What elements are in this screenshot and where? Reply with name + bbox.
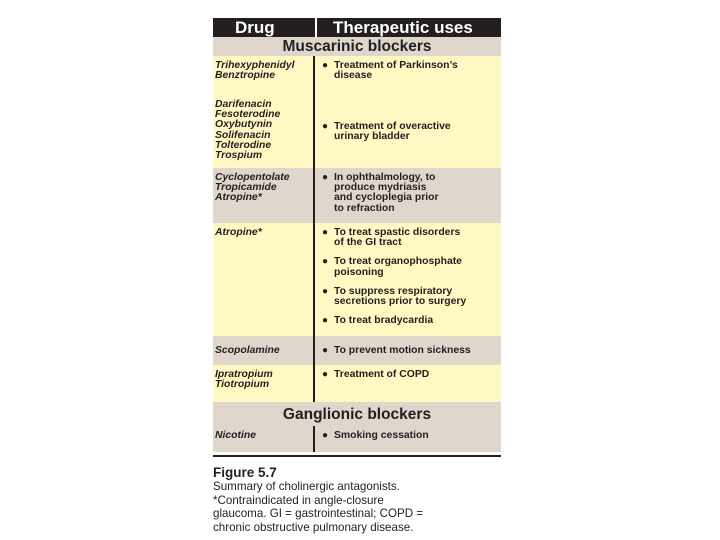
use-text: Smoking cessation bbox=[334, 430, 429, 441]
uses-cell bbox=[315, 223, 501, 336]
use-text: poisoning bbox=[334, 266, 384, 278]
caption-divider bbox=[213, 455, 501, 457]
bullet-icon: ● bbox=[322, 285, 329, 297]
table-row bbox=[213, 56, 501, 95]
use-text: Treatment of COPD bbox=[334, 369, 430, 380]
section-title-ganglionic: Ganglionic blockers bbox=[213, 402, 501, 426]
bullet-icon: ● bbox=[322, 227, 329, 238]
table-row bbox=[213, 168, 501, 223]
uses-cell bbox=[315, 95, 501, 168]
use-text: To treat organophosphate bbox=[334, 256, 462, 268]
drug-cell bbox=[213, 336, 315, 365]
bullet-icon: ● bbox=[322, 430, 329, 441]
drug-name: Oxybutynin bbox=[215, 119, 273, 131]
list-item bbox=[322, 228, 501, 248]
list-item bbox=[322, 287, 501, 307]
use-text: disease bbox=[334, 70, 373, 82]
drug-name: Tropicamide bbox=[215, 182, 277, 194]
bullet-icon: ● bbox=[322, 369, 329, 380]
bullet-icon: ● bbox=[322, 60, 329, 71]
use-text: urinary bladder bbox=[334, 131, 410, 142]
uses-cell bbox=[315, 365, 501, 402]
drug-name: Trihexyphenidyl bbox=[215, 60, 295, 71]
list-item bbox=[322, 431, 501, 441]
use-text: In ophthalmology, to bbox=[334, 172, 436, 183]
list-item bbox=[322, 257, 501, 277]
drug-name: Tolterodine bbox=[215, 139, 272, 151]
drug-cell bbox=[213, 56, 315, 95]
use-text: to refraction bbox=[334, 202, 395, 214]
header-drug: Drug bbox=[235, 18, 275, 37]
drug-name: Darifenacin bbox=[215, 99, 272, 110]
drug-name: Ipratropium bbox=[215, 369, 273, 380]
drug-name: Tiotropium bbox=[215, 379, 270, 391]
drug-name: Atropine* bbox=[215, 192, 262, 204]
drug-name: Fesoterodine bbox=[215, 109, 281, 121]
drug-name: Trospium bbox=[215, 150, 263, 162]
drug-name: Nicotine bbox=[215, 430, 256, 441]
use-text: To treat bradycardia bbox=[334, 315, 434, 327]
uses-cell bbox=[315, 168, 501, 223]
use-text: To treat spastic disorders bbox=[334, 227, 461, 238]
list-item bbox=[322, 173, 501, 214]
use-text: To prevent motion sickness bbox=[334, 344, 471, 356]
drug-cell bbox=[213, 223, 315, 336]
figure-5-7 bbox=[213, 18, 501, 534]
drug-cell bbox=[213, 95, 315, 168]
figure-caption bbox=[213, 465, 501, 534]
drug-name: Scopolamine bbox=[215, 344, 280, 356]
table-row bbox=[213, 223, 501, 336]
list-item bbox=[322, 61, 501, 81]
bullet-icon: ● bbox=[322, 344, 329, 356]
use-text: Treatment of overactive bbox=[334, 120, 451, 132]
use-text: and cycloplegia prior bbox=[334, 192, 439, 204]
caption-body: Summary of cholinergic antagonists. *Contraindicated in angle-closure glaucoma. GI = gastrointestinal; COPD = chronic obstructive pulmonary disease. bbox=[213, 480, 424, 534]
use-text: To suppress respiratory bbox=[334, 285, 453, 297]
use-text: of the GI tract bbox=[334, 237, 402, 249]
table-row bbox=[213, 336, 501, 365]
uses-cell bbox=[315, 336, 501, 365]
drug-cell bbox=[213, 365, 315, 402]
drug-cell bbox=[213, 426, 315, 452]
table-row bbox=[213, 426, 501, 452]
bullet-icon: ● bbox=[322, 120, 329, 132]
table-row bbox=[213, 365, 501, 402]
section-title-muscarinic: Muscarinic blockers bbox=[213, 37, 501, 56]
uses-cell bbox=[315, 426, 501, 452]
use-text: produce mydriasis bbox=[334, 182, 427, 194]
drug-name: Benztropine bbox=[215, 70, 276, 82]
bullet-icon: ● bbox=[322, 172, 329, 183]
uses-cell bbox=[315, 56, 501, 95]
list-item bbox=[322, 370, 501, 380]
use-text: secretions prior to surgery bbox=[334, 296, 467, 308]
drug-name: Atropine* bbox=[215, 227, 262, 238]
drug-cell bbox=[213, 168, 315, 223]
list-item bbox=[322, 316, 501, 326]
bullet-icon: ● bbox=[322, 256, 329, 268]
bullet-icon: ● bbox=[322, 315, 329, 327]
drug-name: Cyclopentolate bbox=[215, 172, 290, 183]
table-header bbox=[213, 18, 501, 37]
list-item bbox=[322, 346, 501, 356]
header-therapeutic-uses: Therapeutic uses bbox=[315, 18, 501, 37]
table-row bbox=[213, 95, 501, 168]
use-text: Treatment of Parkinson’s bbox=[334, 60, 458, 71]
drug-name: Solifenacin bbox=[215, 129, 271, 141]
list-item bbox=[322, 122, 501, 142]
caption-title: Figure 5.7 bbox=[213, 465, 277, 480]
